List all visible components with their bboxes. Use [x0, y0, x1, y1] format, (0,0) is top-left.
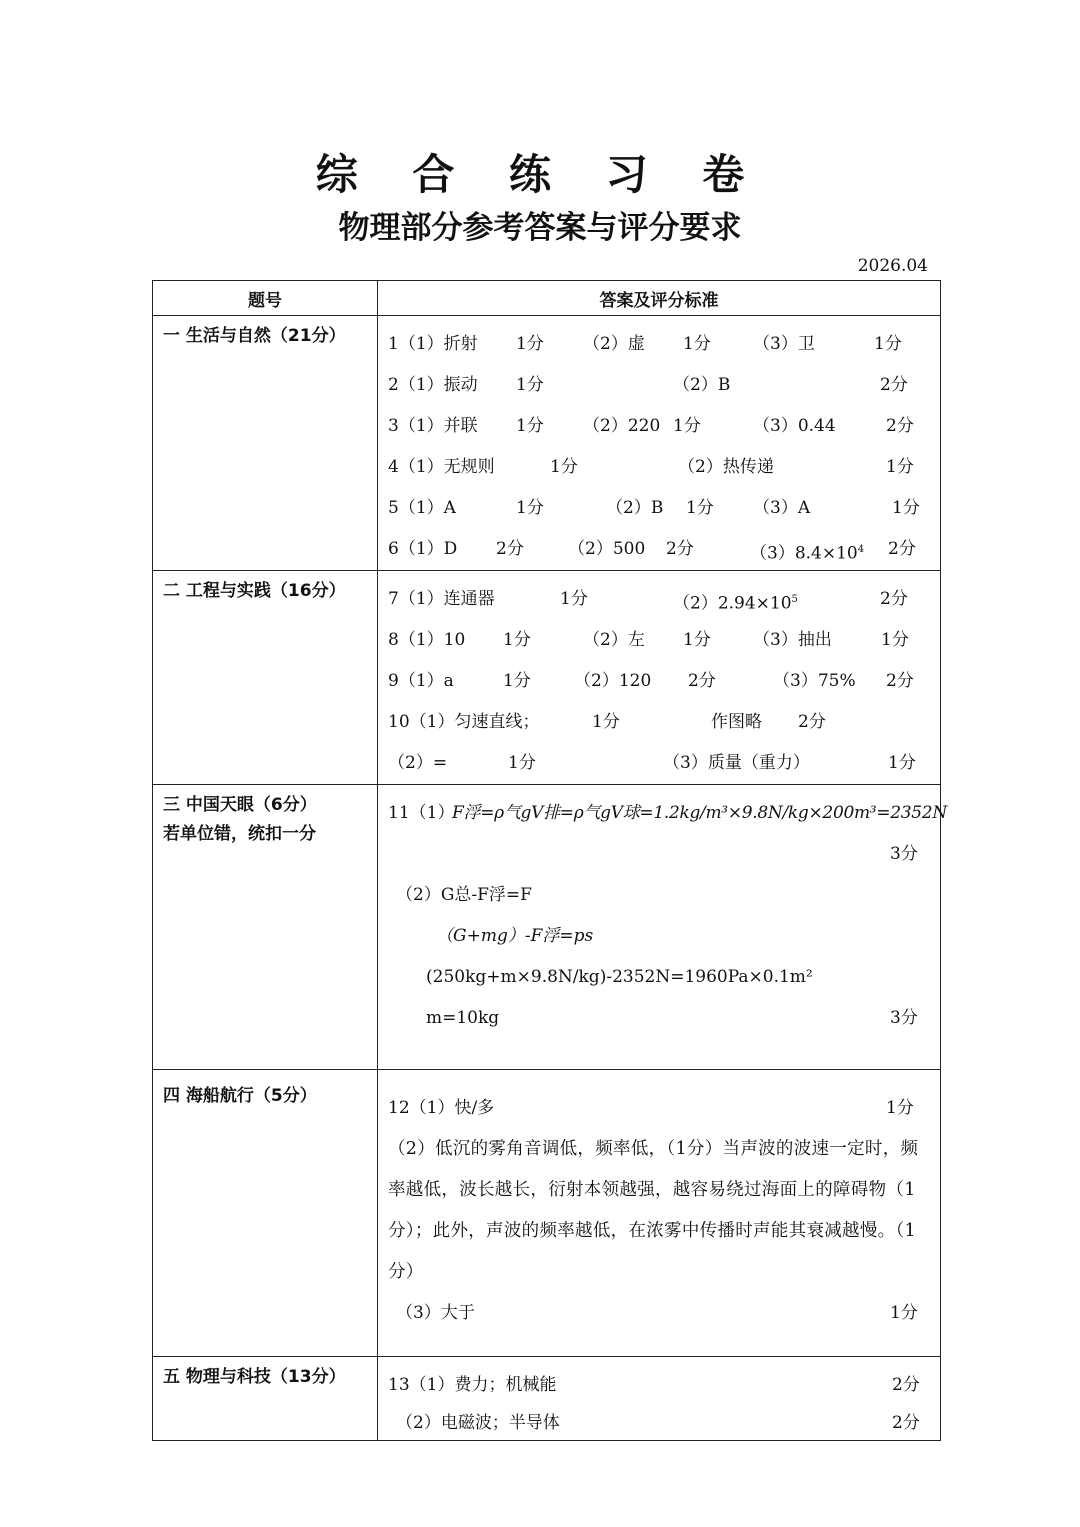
- answer-q7-2-base: （2）2.94×10: [673, 593, 792, 614]
- answer-q1-3: （3）卫: [753, 334, 815, 354]
- answer-q2-2: （2）B: [673, 375, 731, 395]
- score: 1分: [503, 630, 531, 650]
- score: 1分: [592, 712, 620, 732]
- score: 2分: [892, 1375, 920, 1395]
- section-title-3: 三 中国天眼（6分）: [163, 795, 317, 815]
- score: 2分: [496, 539, 524, 559]
- answer-line-q11-2b: [388, 916, 932, 957]
- score-line-q11-1: [388, 834, 932, 875]
- answer-q12-1: 12（1）快/多: [388, 1098, 495, 1118]
- answer-q6-2: （2）500: [568, 539, 646, 559]
- answer-q1-2: （2）虚: [583, 334, 645, 354]
- answer-line-q12-1: [388, 1088, 932, 1129]
- score: 1分: [888, 753, 916, 773]
- answer-q10-2: （2）=: [388, 753, 448, 773]
- exponent: 5: [791, 594, 798, 605]
- answer-q11-1-label: 11（1）: [388, 803, 455, 823]
- answer-line-q12-3: [388, 1293, 932, 1334]
- exam-date: 2026.04: [857, 256, 928, 276]
- score: 2分: [886, 671, 914, 691]
- score: 3分: [890, 1008, 918, 1028]
- score: 1分: [516, 498, 544, 518]
- answer-q10-3: （3）质量（重力）: [663, 753, 810, 773]
- score: 1分: [686, 498, 714, 518]
- col-header-question: 题号: [153, 281, 378, 316]
- answer-q10-1: 10（1）匀速直线；: [388, 712, 540, 732]
- exponent: 4: [857, 544, 865, 555]
- table-header-row: [153, 281, 941, 316]
- answer-q8-2: （2）左: [583, 630, 645, 650]
- answer-q4-2: （2）热传递: [678, 457, 774, 477]
- answer-line-q10-2: [388, 743, 932, 784]
- answer-line-q2: [388, 365, 932, 406]
- score: 1分: [550, 457, 578, 477]
- section-answers-4: [378, 1070, 941, 1357]
- score: 2分: [798, 712, 826, 732]
- answer-q11-2-step3: (250kg+m×9.8N/kg)-2352N=1960Pa×0.1m²: [426, 967, 813, 987]
- answer-line-q6: [388, 529, 932, 570]
- score: 1分: [874, 334, 902, 354]
- answer-line-q11-1: [388, 793, 947, 834]
- answer-key-subtitle: 物理部分参考答案与评分要求: [338, 210, 742, 246]
- answer-line-q3: [388, 406, 932, 447]
- answer-q11-2-step1: （2）G总-F浮=F: [396, 885, 532, 905]
- answer-q9-3: （3）75%: [773, 671, 856, 691]
- section-name-2: 二 工程与实践（16分）: [153, 571, 378, 785]
- section-row-4: [153, 1070, 941, 1357]
- section-answers-1: [378, 316, 941, 571]
- score: 2分: [888, 539, 916, 559]
- answer-q3-1: 3（1）并联: [388, 416, 478, 436]
- answer-q11-2-step2: （G+mg）-F浮=ps: [436, 926, 594, 946]
- answer-line-q5: [388, 488, 932, 529]
- section-name-5: 五 物理与科技（13分）: [153, 1357, 378, 1441]
- answer-q11-1-formula: F浮=ρ气gV排=ρ气gV球=1.2kg/m³×9.8N/kg×200m³=2352N: [452, 803, 947, 823]
- answer-q6-1: 6（1）D: [388, 539, 458, 559]
- section-answers-3: [378, 785, 947, 1070]
- score: 1分: [683, 334, 711, 354]
- answer-line-q7: [388, 579, 932, 620]
- answer-q13-1: 13（1）费力；机械能: [388, 1375, 557, 1395]
- answer-q3-2: （2）220: [583, 416, 661, 436]
- section-note-3: 若单位错，统扣一分: [163, 824, 316, 844]
- answer-q10-drawing: 作图略: [711, 712, 762, 732]
- score: 1分: [673, 416, 701, 436]
- score: 1分: [516, 334, 544, 354]
- answer-q7-2: [673, 579, 798, 625]
- answer-q7-1: 7（1）连通器: [388, 589, 495, 609]
- score: 1分: [683, 630, 711, 650]
- answer-q6-3-base: （3）8.4×10: [750, 543, 858, 564]
- answer-q4-1: 4（1）无规则: [388, 457, 495, 477]
- answer-q3-3: （3）0.44: [753, 416, 836, 436]
- answer-q6-3: [750, 529, 864, 575]
- section-row-2: [153, 571, 941, 785]
- answer-q12-2: （2）低沉的雾角音调低，频率低，（1分）当声波的波速一定时，频率越低，波长越长，衍射本领越强，越容易绕过海面上的障碍物（1分）；此外，声波的频率越低，在浓雾中传播时声能其衰减越慢。（1分）: [388, 1139, 919, 1282]
- answer-q12-3: （3）大于: [396, 1303, 475, 1323]
- answer-q11-2-result: m=10kg: [426, 1008, 500, 1028]
- answer-line-q13-2: [388, 1406, 932, 1440]
- score: 1分: [508, 753, 536, 773]
- score: 2分: [666, 539, 694, 559]
- answer-line-q11-2d: [388, 998, 932, 1039]
- answer-q9-1: 9（1）a: [388, 671, 454, 691]
- score: 1分: [881, 630, 909, 650]
- answer-line-q4: [388, 447, 932, 488]
- section-answers-2: [378, 571, 941, 785]
- section-name-1: 一 生活与自然（21分）: [153, 316, 378, 571]
- answer-line-q8: [388, 620, 932, 661]
- score: 2分: [892, 1413, 920, 1433]
- answer-line-q11-2c: [388, 957, 932, 998]
- score: 2分: [880, 589, 908, 609]
- score: 1分: [886, 1098, 914, 1118]
- score: 1分: [560, 589, 588, 609]
- score: 2分: [688, 671, 716, 691]
- answer-line-q10: [388, 702, 932, 743]
- answer-line-q11-2: [388, 875, 932, 916]
- col-header-answer: 答案及评分标准: [378, 281, 941, 316]
- score: 1分: [503, 671, 531, 691]
- score: 1分: [886, 457, 914, 477]
- answer-table: [152, 280, 947, 1441]
- score: 2分: [880, 375, 908, 395]
- answer-line-q13-1: [388, 1365, 932, 1406]
- score: 2分: [886, 416, 914, 436]
- score: 1分: [516, 375, 544, 395]
- answer-q8-1: 8（1）10: [388, 630, 466, 650]
- answer-q2-1: 2（1）振动: [388, 375, 478, 395]
- section-row-1: [153, 316, 941, 571]
- exam-title: 综 合 练 习 卷: [315, 150, 765, 199]
- answer-line-q1: [388, 324, 932, 365]
- answer-q5-1: 5（1）A: [388, 498, 456, 518]
- answer-q9-2: （2）120: [574, 671, 652, 691]
- section-row-3: [153, 785, 941, 1070]
- score: 1分: [892, 498, 920, 518]
- answer-q5-2: （2）B: [606, 498, 664, 518]
- section-name-4: 四 海船航行（5分）: [153, 1070, 378, 1357]
- answer-q8-3: （3）抽出: [753, 630, 832, 650]
- section-name-3: [153, 785, 378, 1070]
- section-row-5: [153, 1357, 941, 1441]
- score: 3分: [890, 844, 918, 864]
- answer-q1-1: 1（1）折射: [388, 334, 478, 354]
- answer-q13-2: （2）电磁波；半导体: [396, 1413, 560, 1433]
- answer-q5-3: （3）A: [753, 498, 811, 518]
- score: 1分: [890, 1303, 918, 1323]
- score: 1分: [516, 416, 544, 436]
- section-answers-5: [378, 1357, 941, 1441]
- answer-line-q9: [388, 661, 932, 702]
